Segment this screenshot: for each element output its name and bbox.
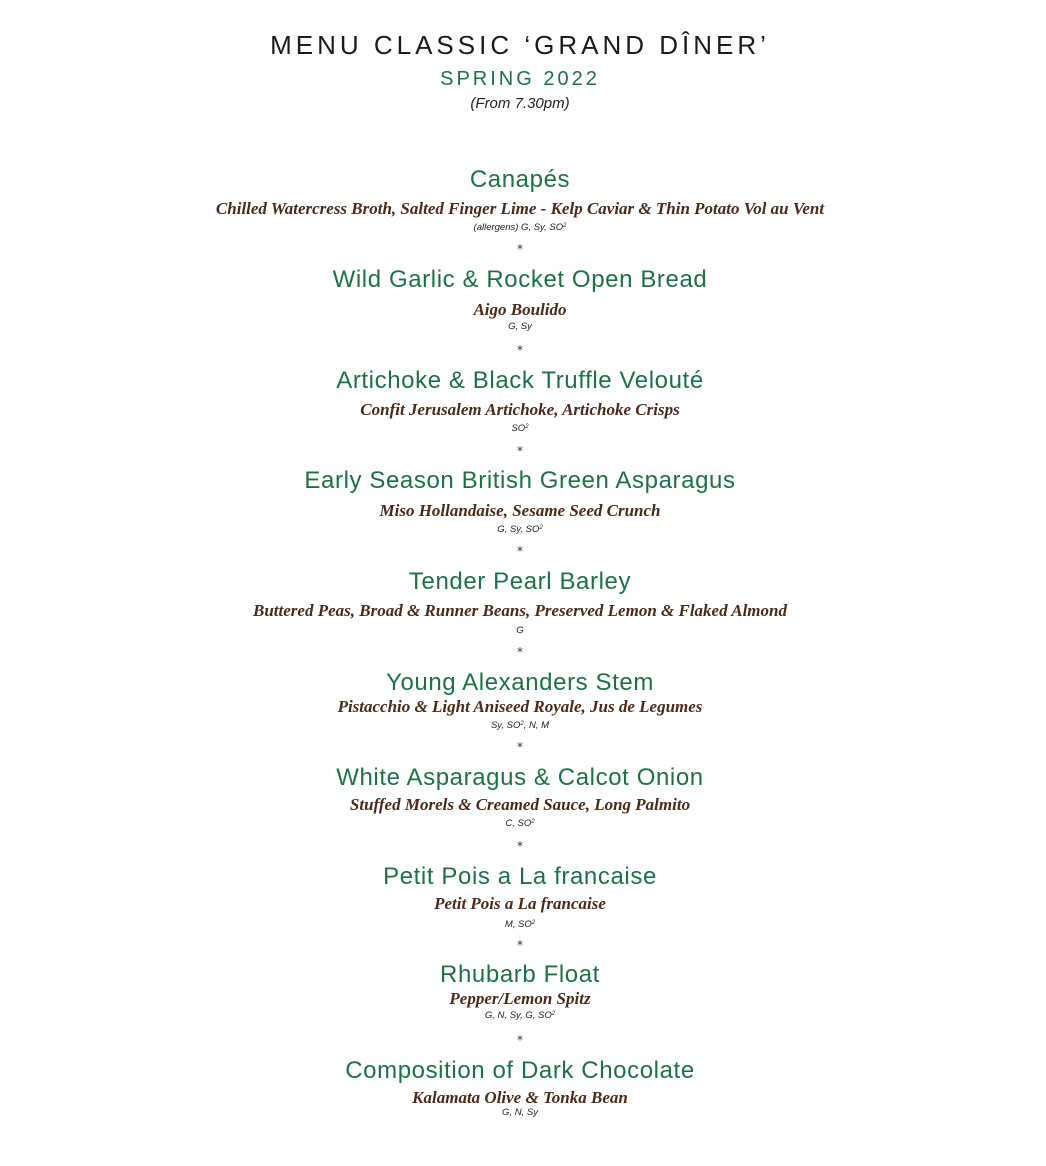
course-allergens — [0, 422, 1040, 434]
menu-season: SPRING 2022 — [440, 68, 600, 90]
course-name: Canapés — [469, 166, 571, 193]
allergen-codes-continued: , N, M — [523, 720, 550, 731]
allergen-codes: G, N, Sy, G, SO — [484, 1010, 552, 1021]
allergen-superscript: 2 — [520, 721, 524, 727]
course-separator: * — [517, 938, 523, 952]
course-name: Artichoke & Black Truffle Velouté — [336, 367, 704, 394]
course-description: Chilled Watercress Broth, Salted Finger Lime - Kelp Caviar & Thin Potato Vol au Vent — [215, 199, 825, 218]
course-name: Early Season British Green Asparagus — [304, 467, 736, 494]
course-name: Young Alexanders Stem — [386, 669, 654, 696]
allergen-superscript: 2 — [563, 223, 567, 229]
course-name: Composition of Dark Chocolate — [345, 1057, 695, 1084]
allergen-superscript: 2 — [531, 920, 536, 926]
course-allergens — [0, 719, 1040, 731]
menu-title: MENU CLASSIC ‘GRAND DÎNER’ — [270, 30, 770, 60]
allergen-codes: G, Sy, SO — [497, 524, 540, 535]
course-separator: * — [517, 839, 523, 853]
course-description: Aigo Boulido — [473, 300, 567, 319]
allergen-codes: C, SO — [505, 818, 532, 829]
course-description: Kalamata Olive & Tonka Bean — [412, 1088, 628, 1107]
allergen-superscript: 2 — [531, 819, 535, 825]
course-separator: * — [517, 242, 523, 256]
course-separator: * — [517, 740, 523, 754]
course-allergens — [0, 523, 1040, 535]
course-allergens — [0, 1107, 1040, 1118]
course-allergens — [0, 321, 1040, 332]
course-name: White Asparagus & Calcot Onion — [336, 764, 704, 791]
course-allergens — [0, 918, 1040, 930]
allergen-superscript: 2 — [539, 525, 543, 531]
course-name: Rhubarb Float — [440, 961, 600, 988]
course-description: Miso Hollandaise, Sesame Seed Crunch — [379, 501, 661, 520]
course-name: Wild Garlic & Rocket Open Bread — [332, 266, 708, 293]
allergen-codes: G, Sy — [508, 321, 532, 332]
course-allergens — [0, 817, 1040, 829]
allergen-codes: G, N, Sy — [502, 1107, 538, 1118]
allergen-codes: G — [516, 625, 524, 636]
allergen-codes: M, SO — [504, 919, 532, 930]
course-allergens — [0, 625, 1040, 636]
course-description: Confit Jerusalem Artichoke, Artichoke Crisps — [360, 400, 680, 419]
allergen-codes: Sy, SO — [490, 720, 521, 731]
course-allergens — [0, 1009, 1040, 1021]
course-description: Pistacchio & Light Aniseed Royale, Jus de Legumes — [337, 697, 703, 716]
course-separator: * — [517, 343, 523, 357]
course-description: Stuffed Morels & Creamed Sauce, Long Palmito — [349, 795, 691, 814]
course-separator: * — [517, 645, 523, 659]
course-separator: * — [517, 444, 523, 458]
menu-time: (From 7.30pm) — [470, 95, 570, 112]
course-allergens — [0, 221, 1040, 233]
allergen-codes: (allergens) G, Sy, SO — [473, 222, 564, 233]
course-name: Tender Pearl Barley — [408, 568, 632, 595]
course-description: Buttered Peas, Broad & Runner Beans, Preserved Lemon & Flaked Almond — [253, 601, 787, 620]
allergen-superscript: 2 — [551, 1011, 556, 1017]
allergen-superscript: 2 — [525, 424, 529, 430]
allergen-codes: SO — [511, 423, 526, 434]
course-description: Petit Pois a La francaise — [434, 894, 606, 913]
course-separator: * — [517, 544, 523, 558]
course-name: Petit Pois a La francaise — [383, 863, 657, 890]
course-description: Pepper/Lemon Spitz — [449, 989, 591, 1008]
course-separator: * — [517, 1033, 523, 1047]
